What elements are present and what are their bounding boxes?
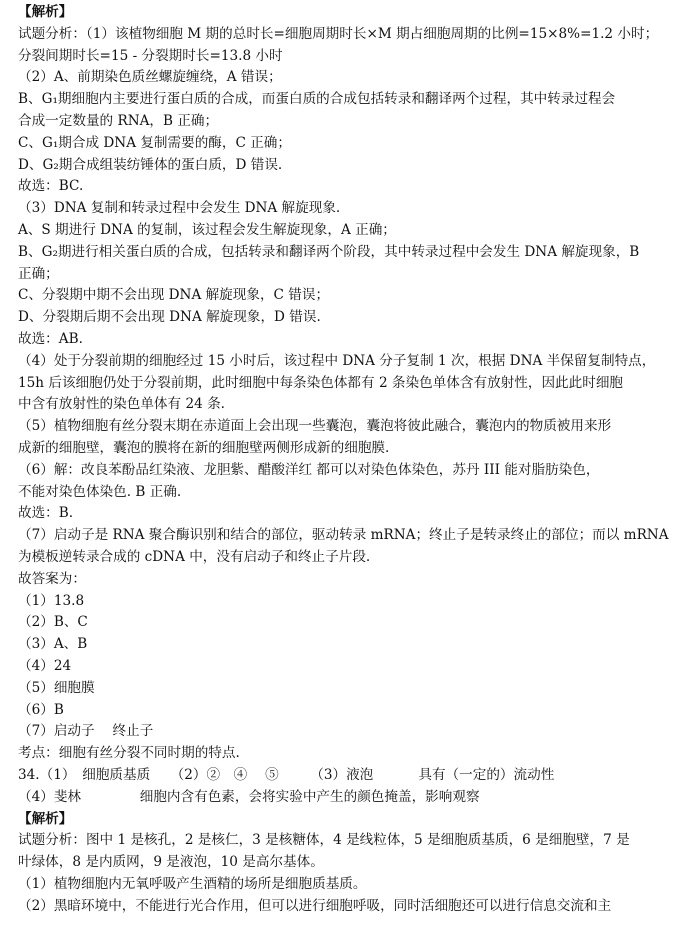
text-line: 故选：BC. (18, 178, 84, 195)
text-line: （1）13.8 (18, 592, 85, 609)
text-line: 为模板逆转录合成的 cDNA 中，没有启动子和终止子片段. (18, 549, 371, 565)
section-heading: 【解析】 (18, 810, 73, 827)
text-line: 15h 后该细胞仍处于分裂前期，此时细胞中每条染色体都有 2 条染色单体含有放射性，因此此时细胞 (18, 374, 624, 391)
text-line: B、G₂期进行相关蛋白质的合成，包括转录和翻译两个阶段，其中转录过程中会发生 DNA 解旋现象，B (18, 243, 640, 260)
text-line: （3）A、B (18, 636, 88, 653)
text-line: B、G₁期细胞内主要进行蛋白质的合成，而蛋白质的合成包括转录和翻译两个过程，其中转录过程会 (18, 91, 616, 108)
text-line: D、分裂期后期不会出现 DNA 解旋现象，D 错误. (18, 309, 321, 326)
section-heading: 【解析】 (18, 4, 73, 20)
text-line: A、S 期进行 DNA 的复制，该过程会发生解旋现象，A 正确； (18, 222, 396, 238)
text-line: 合成一定数量的 RNA，B 正确； (18, 113, 219, 129)
text-line: （2）黑暗环境中，不能进行光合作用，但可以进行细胞呼吸，同时活细胞还可以进行信息交流和主 (18, 897, 612, 914)
text-line: 考点：细胞有丝分裂不同时期的特点. (18, 745, 240, 762)
text-line: 分裂间期时长=15 - 分裂期时长=13.8 小时 (18, 47, 283, 64)
text-line: 故答案为： (18, 570, 86, 587)
text-line: （2）A、前期染色质丝螺旋缠绕，A 错误； (18, 69, 282, 86)
text-line: 故选：AB. (18, 331, 83, 347)
text-line: 不能对染色体染色. B 正确. (18, 483, 182, 500)
text-line: （1）植物细胞内无氧呼吸产生酒精的场所是细胞质基质。 (18, 876, 367, 892)
text-line: 叶绿体，8 是内质网，9 是液泡，10 是高尔基体。 (18, 854, 324, 871)
text-line: （7）启动子 终止子 (18, 723, 154, 740)
text-line: 试题分析：图中 1 是核孔，2 是核仁，3 是核糖体，4 是线粒体，5 是细胞质基质，6 是细胞壁，7 是 (18, 832, 630, 849)
text-line: D、G₂期合成组装纺锤体的蛋白质，D 错误. (18, 156, 283, 173)
text-line: 正确； (18, 265, 59, 282)
text-line: （5）细胞膜 (18, 679, 95, 696)
text-line: （4）斐林 细胞内含有色素，会将实验中产生的颜色掩盖，影响观察 (18, 788, 480, 805)
text-line: 成新的细胞壁，囊泡的膜将在新的细胞壁两侧形成新的细胞膜. (18, 440, 390, 456)
text-line: （7）启动子是 RNA 聚合酶识别和结合的部位，驱动转录 mRNA；终止子是转录终止的部位；而以 mRNA (18, 527, 669, 544)
text-line: C、分裂期中期不会出现 DNA 解旋现象，C 错误； (18, 287, 330, 304)
text-line: （4）处于分裂前期的细胞经过 15 小时后，该过程中 DNA 分子复制 1 次，根据 DNA 半保留复制特点， (18, 352, 656, 369)
text-line: C、G₁期合成 DNA 复制需要的酶，C 正确； (18, 134, 291, 151)
text-line: 中含有放射性的染色单体有 24 条. (18, 396, 225, 413)
text-line: 故选：B. (18, 505, 74, 522)
text-line: （6）解：改良苯酚品红染液、龙胆紫、醋酸洋红 都可以对染色体染色，苏丹 III 能对脂肪染色， (18, 461, 600, 478)
text-line: 试题分析：（1）该植物细胞 M 期的总时长=细胞周期时长×M 期占细胞周期的比例=15×8%=1.2 小时； (18, 25, 659, 42)
text-line: （2）B、C (18, 614, 88, 631)
text-line: 34.（1） 细胞质基质 （2）② ④ ⑤ （3）液泡 具有（一定的）流动性 (18, 767, 555, 783)
text-line: （4）24 (18, 658, 72, 674)
text-line: （3）DNA 复制和转录过程中会发生 DNA 解旋现象. (18, 200, 341, 217)
text-line: （6）B (18, 701, 64, 718)
text-line: （5）植物细胞有丝分裂末期在赤道面上会出现一些囊泡，囊泡将彼此融合，囊泡内的物质被用来形 (18, 418, 612, 435)
